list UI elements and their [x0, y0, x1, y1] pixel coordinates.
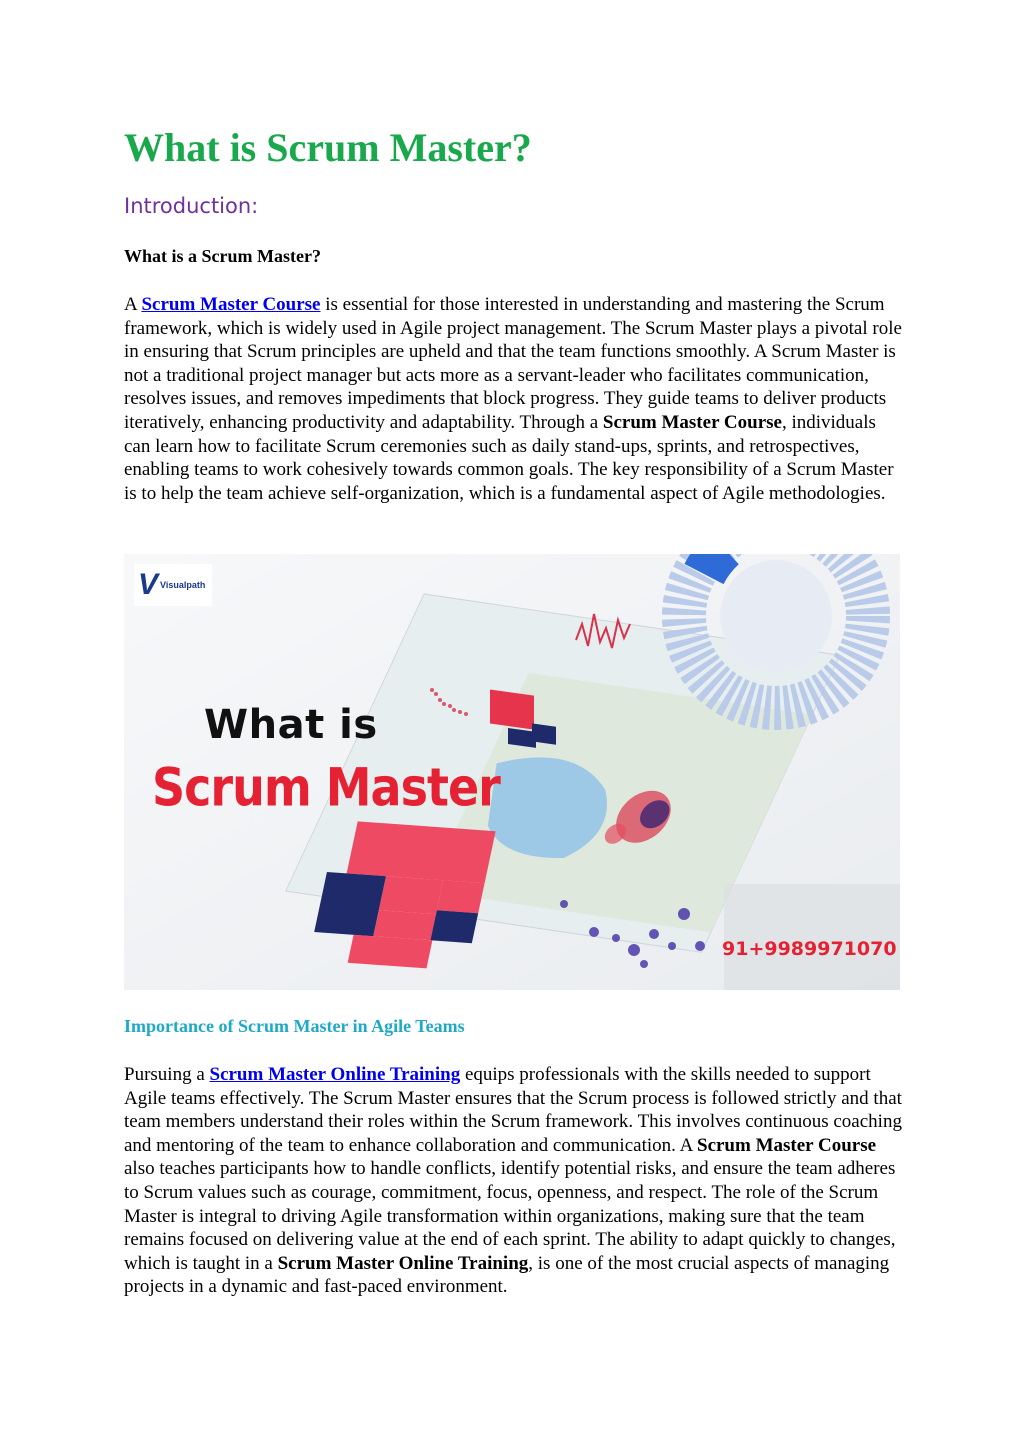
- hero-line-2: Scrum Master: [152, 756, 500, 819]
- bold-term: Scrum Master Course: [602, 411, 782, 433]
- text-run: , individuals can learn how to facilitate Scrum ceremonies such as daily stand-ups, sprints, and retrospectives, enabling teams to work cohesively towards common goals. The key responsibility of a Scrum Master is to help the team achieve self-organization, which is a fundamental aspect of Agile methodologies.: [124, 411, 894, 504]
- text-run: , is one of the most crucial aspects of managing projects in a dynamic and fast-paced environment.: [124, 1252, 890, 1298]
- text-run: Pursuing a: [124, 1064, 210, 1085]
- intro-paragraph: [124, 293, 902, 505]
- scrum-master-course-link[interactable]: Scrum Master Course: [141, 294, 321, 315]
- phone-number: 91+9989971070: [722, 938, 897, 960]
- visualpath-logo: [134, 564, 212, 606]
- importance-paragraph: [124, 1063, 902, 1299]
- question-heading: What is a Scrum Master?: [124, 246, 321, 266]
- bold-term: Scrum Master Course: [697, 1134, 877, 1156]
- section-heading: Importance of Scrum Master in Agile Teams: [124, 1016, 465, 1036]
- logo-mark: V: [138, 568, 159, 601]
- intro-heading: Introduction:: [124, 194, 259, 218]
- text-run: also teaches participants how to handle conflicts, identify potential risks, and ensure the team adheres to Scrum values such as courage, commitment, focus, openness, and respect. The role of the Scrum Master is integral to driving Agile transformation within organizations, making sure that the team remains focused on delivering value at the end of each sprint. The ability to adapt quickly to changes, which is taught in a: [124, 1158, 896, 1274]
- page-title: What is Scrum Master?: [124, 125, 532, 170]
- text-run: is essential for those interested in understanding and mastering the Scrum framework, which is widely used in Agile project management. The Scrum Master plays a pivotal role in ensuring that Scrum principles are upheld and that the team functions smoothly. A Scrum Master is not a traditional project manager but acts more as a servant-leader who facilitates communication, resolves issues, and removes impediments that block progress. They guide teams to deliver products iteratively, enhancing productivity and adaptability. Through a: [124, 294, 902, 433]
- hero-line-1: What is: [204, 702, 378, 748]
- hero-banner-image: [124, 554, 900, 990]
- logo-text: Visualpath: [160, 580, 206, 590]
- scrum-master-online-training-link[interactable]: Scrum Master Online Training: [209, 1064, 461, 1085]
- bar-mark: [532, 723, 556, 744]
- text-run: equips professionals with the skills needed to support Agile teams effectively. The Scrum Master ensures that the Scrum process is followed strictly and that team members understand their roles within the Scrum framework. This involves continuous coaching and mentoring of the team to enhance collaboration and communication. A: [124, 1064, 902, 1156]
- bar-mark: [490, 689, 534, 729]
- bold-term: Scrum Master Online Training: [277, 1252, 529, 1274]
- text-run: A: [124, 294, 142, 315]
